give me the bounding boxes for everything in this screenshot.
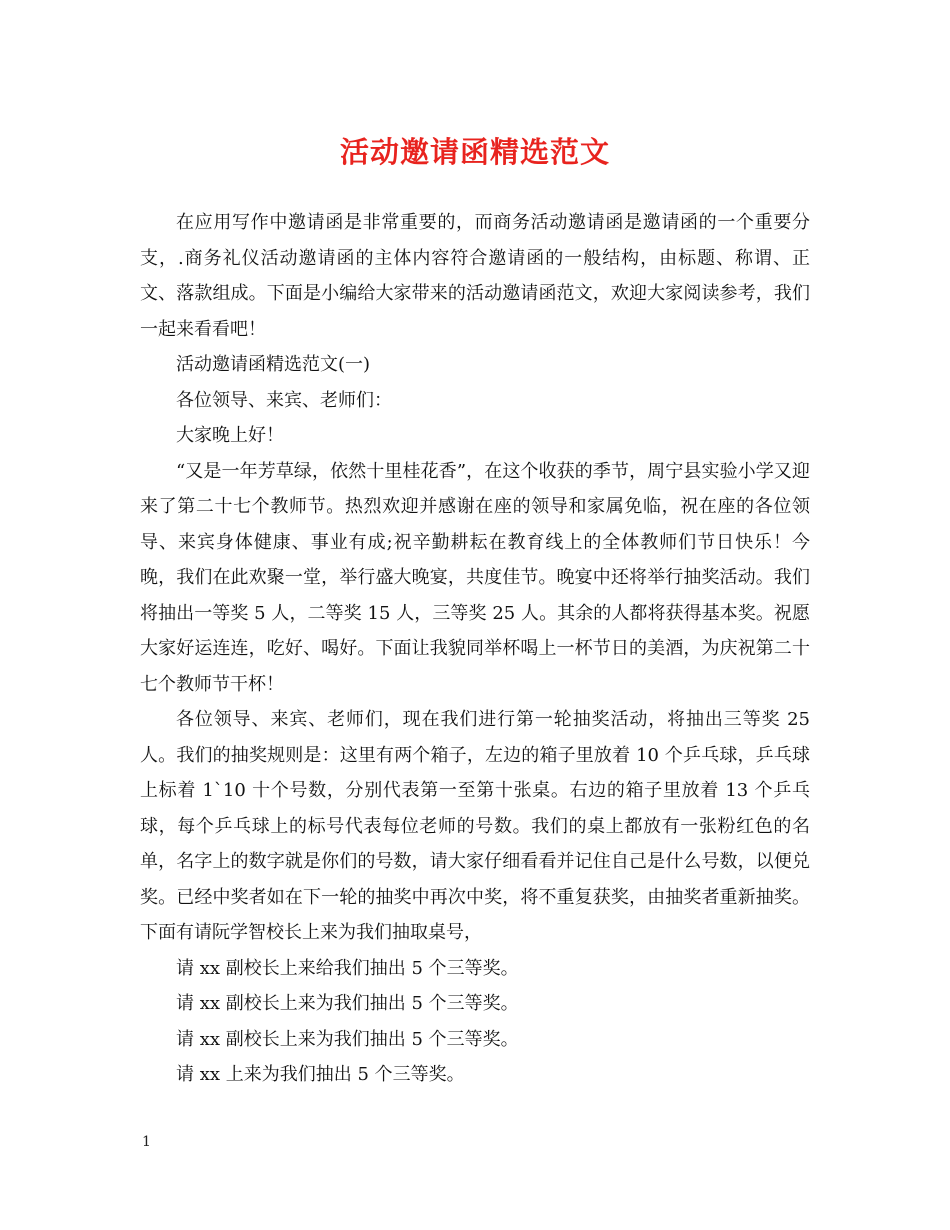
invitation-line: 请 xx 副校长上来为我们抽出 5 个三等奖。 bbox=[176, 993, 519, 1014]
invitation-line: 请 xx 副校长上来为我们抽出 5 个三等奖。 bbox=[176, 1028, 519, 1050]
document-title: 活动邀请函精选范文 bbox=[339, 135, 610, 169]
salutation: 各位领导、来宾、老师们： bbox=[176, 389, 392, 411]
document-body bbox=[140, 205, 810, 1093]
greeting: 大家晚上好！ bbox=[176, 425, 284, 446]
section-heading: 活动邀请函精选范文(一) bbox=[176, 354, 371, 375]
body-paragraph: “又是一年芳草绿，依然十里桂花香”，在这个收获的季节，周宁县实验小学又迎来了第二十七个教师节。热烈欢迎并感谢在座的领导和家属免临，祝在座的各位领导、来宾身体健康、事业有成;祝辛勤耕耘在教育线上的全体教师们节日快乐！今晚，我们在此欢聚一堂，举行盛大晚宴，共度佳节。晚宴中还将举行抽奖活动。我们将抽出一等奖 5 人，二等奖 15 人，三等奖 25 人。其余的人都将获得基本奖。祝愿大家好运连连，吃好、喝好。下面让我貌同举杯喝上一杯节日的美酒，为庆祝第二十七个教师节干杯！ bbox=[140, 460, 810, 695]
invitation-line: 请 xx 上来为我们抽出 5 个三等奖。 bbox=[176, 1064, 465, 1085]
page-number: 1 bbox=[142, 1134, 151, 1150]
body-paragraph: 各位领导、来宾、老师们，现在我们进行第一轮抽奖活动，将抽出三等奖 25 人。我们的抽奖规则是：这里有两个箱子，左边的箱子里放着 10 个乒乓球，乒乓球上标着 1`10 十个号数，分别代表第一至第十张桌。右边的箱子里放着 13 个乒乓球，每个乒乓球上的标号代表每位老师的号数。我们的桌上都放有一张粉红色的名单，名字上的数字就是你们的号数，请大家仔细看看并记住自己是什么号数，以便兑奖。已经中奖者如在下一轮的抽奖中再次中奖，将不重复获奖，由抽奖者重新抽奖。下面有请阮学智校长上来为我们抽取桌号， bbox=[140, 709, 810, 943]
intro-paragraph: 在应用写作中邀请函是非常重要的，而商务活动邀请函是邀请函的一个重要分支，.商务礼仪活动邀请函的主体内容符合邀请函的一般结构，由标题、称谓、正文、落款组成。下面是小编给大家带来的活动邀请函范文，欢迎大家阅读参考，我们一起来看看吧！ bbox=[140, 212, 810, 340]
invitation-line: 请 xx 副校长上来给我们抽出 5 个三等奖。 bbox=[176, 957, 519, 979]
